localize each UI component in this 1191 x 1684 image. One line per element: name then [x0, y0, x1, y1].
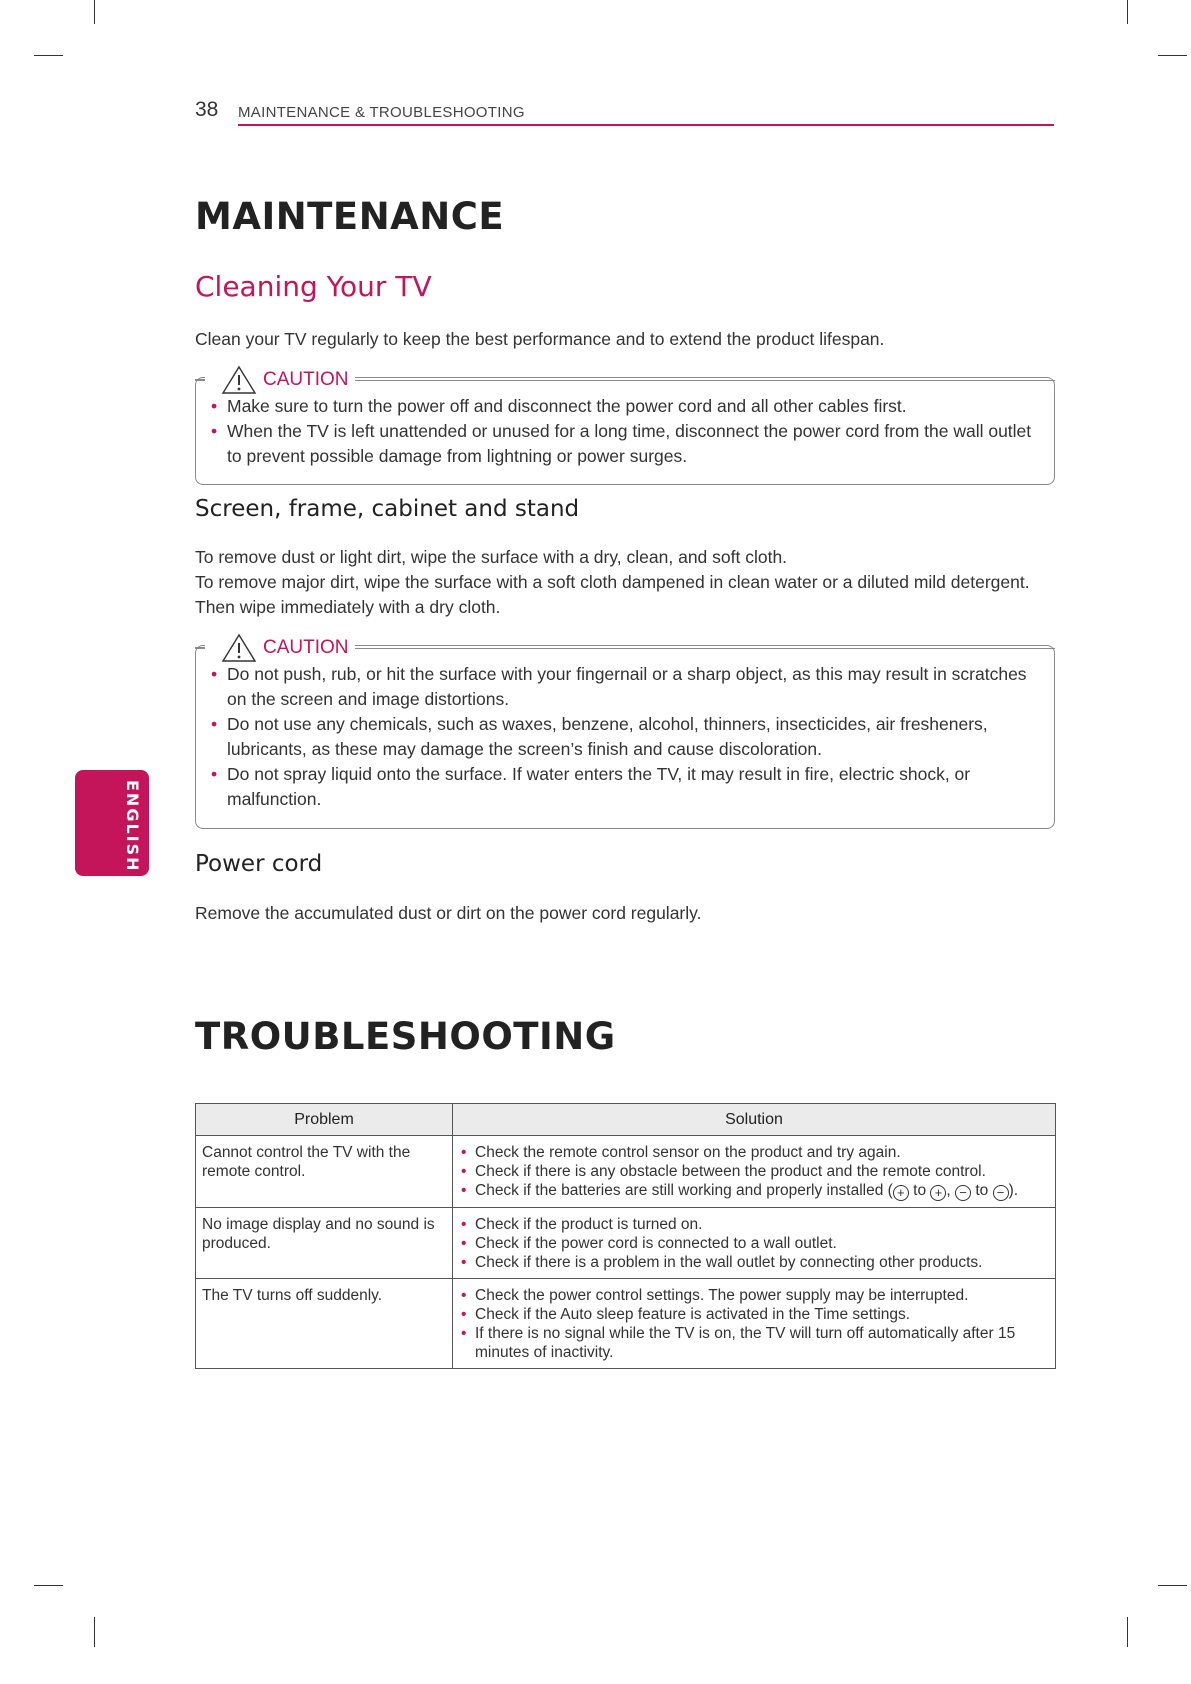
- power-cord-title: Power cord: [195, 851, 323, 877]
- solution-item: • Check if there is a problem in the wall outlet by connecting other products.: [459, 1253, 1049, 1272]
- col-problem: Problem: [196, 1104, 453, 1136]
- crop-mark: [94, 0, 95, 24]
- crop-mark: [1158, 1585, 1187, 1586]
- warning-icon: [221, 633, 257, 663]
- solution-item: • Check if the power cord is connected to a wall outlet.: [459, 1234, 1049, 1253]
- solution-cell: [453, 1208, 1056, 1279]
- crop-mark: [1127, 0, 1128, 24]
- language-tab-label: ENGLISH: [123, 780, 142, 873]
- page-number: 38: [195, 98, 219, 121]
- troubleshooting-title: TROUBLESHOOTING: [195, 1015, 616, 1058]
- cleaning-title: Cleaning Your TV: [195, 270, 432, 303]
- caution-list: [211, 662, 1033, 812]
- caution-rule: [195, 379, 205, 380]
- caution-item: • Do not spray liquid onto the surface. If water enters the TV, it may result in fire, electric shock, or malfunction.: [211, 762, 1033, 812]
- solution-item: • Check if there is any obstacle between the product and the remote control.: [459, 1162, 1049, 1181]
- solution-text: Check if the batteries are still working and properly installed (: [475, 1182, 893, 1199]
- crop-mark: [34, 55, 63, 56]
- solution-text: ,: [946, 1182, 956, 1199]
- screen-text-2: To remove major dirt, wipe the surface with a soft cloth dampened in clean water or a diluted mild detergent. Then wipe immediately with a dry cloth.: [195, 572, 1030, 617]
- solution-text: ).: [1008, 1182, 1019, 1199]
- caution-rule: [195, 647, 205, 648]
- solution-text: to: [908, 1182, 931, 1199]
- solution-item: • Check if the Auto sleep feature is activated in the Time settings.: [459, 1305, 1049, 1324]
- caution-item: • Do not push, rub, or hit the surface with your fingernail or a sharp object, as this may result in scratches on the screen and image distortions.: [211, 662, 1033, 712]
- solution-item: • Check the power control settings. The power supply may be interrupted.: [459, 1286, 1049, 1305]
- caution-text: CAUTION: [263, 637, 349, 658]
- running-header: MAINTENANCE & TROUBLESHOOTING: [238, 104, 525, 121]
- screen-title: Screen, frame, cabinet and stand: [195, 496, 580, 522]
- problem-cell: The TV turns off suddenly.: [196, 1279, 453, 1369]
- solution-cell: [453, 1279, 1056, 1369]
- col-solution: Solution: [453, 1104, 1056, 1136]
- warning-icon: [221, 365, 257, 395]
- table-row: [196, 1279, 1056, 1369]
- minus-terminal-icon: −: [955, 1185, 971, 1201]
- caution-label: [205, 365, 355, 395]
- crop-mark: [1158, 55, 1187, 56]
- caution-item: • When the TV is left unattended or unused for a long time, disconnect the power cord from the wall outlet to prevent possible damage from lightning or power surges.: [211, 419, 1033, 469]
- caution-label: [205, 633, 355, 663]
- table-header-row: [196, 1104, 1056, 1136]
- caution-item: • Make sure to turn the power off and disconnect the power cord and all other cables first.: [211, 394, 1033, 419]
- power-cord-text: Remove the accumulated dust or dirt on the power cord regularly.: [195, 903, 702, 923]
- solution-cell: [453, 1136, 1056, 1208]
- problem-cell: Cannot control the TV with the remote control.: [196, 1136, 453, 1208]
- solution-text: to: [971, 1182, 993, 1199]
- solution-item: • Check if the product is turned on.: [459, 1215, 1049, 1234]
- caution-item: • Do not use any chemicals, such as waxes, benzene, alcohol, thinners, insecticides, air fresheners, lubricants, as these may damage the screen’s finish and cause discoloration.: [211, 712, 1033, 762]
- table-row: [196, 1208, 1056, 1279]
- troubleshooting-table: [195, 1103, 1056, 1369]
- solution-item: • Check the remote control sensor on the product and try again.: [459, 1143, 1049, 1162]
- cleaning-intro: Clean your TV regularly to keep the best performance and to extend the product lifespan.: [195, 329, 885, 349]
- caution-header: [195, 633, 1055, 663]
- caution-rule: [355, 380, 1056, 381]
- header-rule: [238, 124, 1054, 126]
- caution-rule: [355, 648, 1056, 649]
- maintenance-title: MAINTENANCE: [195, 195, 505, 238]
- solution-item: [459, 1181, 1049, 1201]
- solution-item: • If there is no signal while the TV is on, the TV will turn off automatically after 15 minutes of inactivity.: [459, 1324, 1049, 1362]
- caution-text: CAUTION: [263, 369, 349, 390]
- caution-list: [211, 394, 1033, 469]
- crop-mark: [34, 1585, 63, 1586]
- plus-terminal-icon: +: [930, 1185, 946, 1201]
- screen-text-1: To remove dust or light dirt, wipe the surface with a dry, clean, and soft cloth.: [195, 547, 788, 567]
- problem-cell: No image display and no sound is produced.: [196, 1208, 453, 1279]
- minus-terminal-icon: −: [993, 1185, 1009, 1201]
- crop-mark: [1127, 1617, 1128, 1647]
- table-row: [196, 1136, 1056, 1208]
- crop-mark: [94, 1617, 95, 1647]
- plus-terminal-icon: +: [893, 1185, 909, 1201]
- caution-header: [195, 365, 1055, 395]
